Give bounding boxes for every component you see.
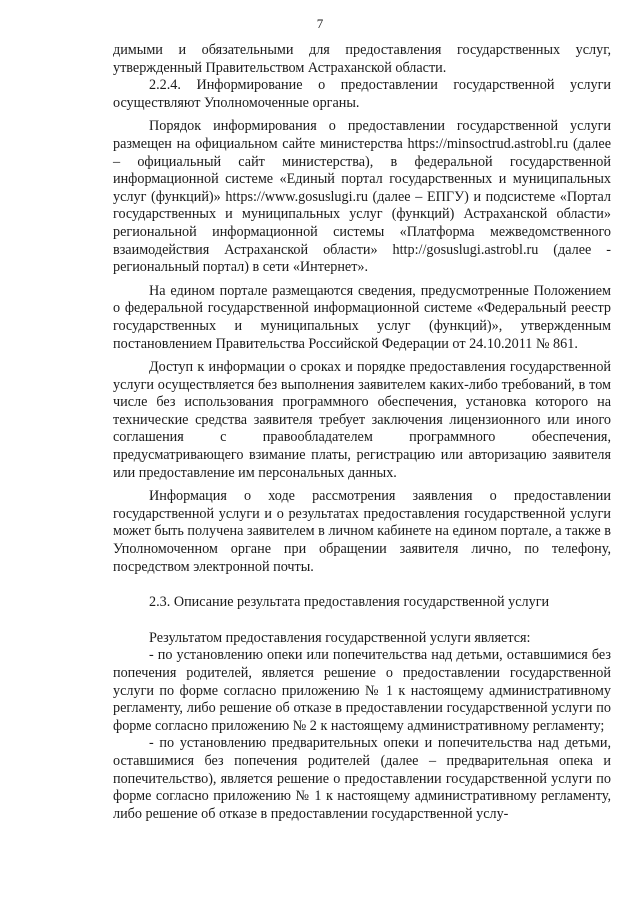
paragraph-informing-procedure: Порядок информирования о предоставлении государственной услуги размещен на официальном сайте министерства https://minsoctrud.astrobl.ru (далее – официальный сайт министерства), в федеральной государственной информационной системе «Единый портал государственных и муниципальных услуг (функций)» https://www.gosuslugi.ru (далее – ЕПГУ) и подсистеме «Портал государственных и муниципальных услуг (функций) Астраханской области» региональной информационной системы «Платформа межведомственного взаимодействия Астраханской области» http://gosuslugi.astrobl.ru (далее - региональный портал) в сети «Интернет».	[113, 118, 611, 276]
paragraph-result-intro: Результатом предоставления государственной услуги является:	[149, 629, 531, 646]
list-item-guardianship: - по установлению опеки или попечительства над детьми, оставшимися без попечения родителей, является решение о предоставлении государственной услуги по форме согласно приложению № 1 к настоящему административному регламенту, либо решение об отказе в предоставлении государственной услуги по форме согласно приложению № 2 к настоящему административному регламенту;	[113, 647, 611, 734]
document-body	[113, 42, 611, 823]
paragraph-unified-portal: На едином портале размещаются сведения, предусмотренные Положением о федеральной государственной информационной системе «Федеральный реестр государственных и муниципальных услуг (функций)», утвержденным постановлением Правительства Российской Федерации от 24.10.2011 № 861.	[113, 282, 611, 352]
paragraph-access-to-information: Доступ к информации о сроках и порядке предоставления государственной услуги осуществляется без выполнения заявителем каких-либо требований, в том числе без использования программного обеспечения, установка которого на технические средства заявителя требует заключения лицензионного или иного соглашения с правообладателем программного обеспечения, предусматривающего взимание платы, регистрацию или авторизацию заявителя или предоставление им персональных данных.	[113, 359, 611, 481]
page-number: 7	[316, 16, 324, 31]
list-item-preliminary-guardianship: - по установлению предварительных опеки и попечительства над детьми, оставшимися без попечения родителей (далее – предварительная опека и попечительство), является решение о предоставлении государственной услуги по форме согласно приложению № 1 к настоящему административному регламенту, либо решение об отказе в предоставлении государственной услу-	[113, 735, 611, 822]
paragraph-application-progress: Информация о ходе рассмотрения заявления о предоставлении государственной услуги и о результатах предоставления государственной услуги может быть получена заявителем в личном кабинете на едином портале, а также в Уполномоченном органе при обращении заявителя лично, по телефону, посредством электронной почты.	[113, 488, 611, 575]
paragraph-continuation: димыми и обязательными для предоставления государственных услуг, утвержденный Правительством Астраханской области.	[113, 42, 611, 76]
paragraph-2-2-4: 2.2.4. Информирование о предоставлении государственной услуги осуществляют Уполномоченные органы.	[113, 77, 611, 111]
section-heading-2-3: 2.3. Описание результата предоставления государственной услуги	[149, 594, 550, 611]
